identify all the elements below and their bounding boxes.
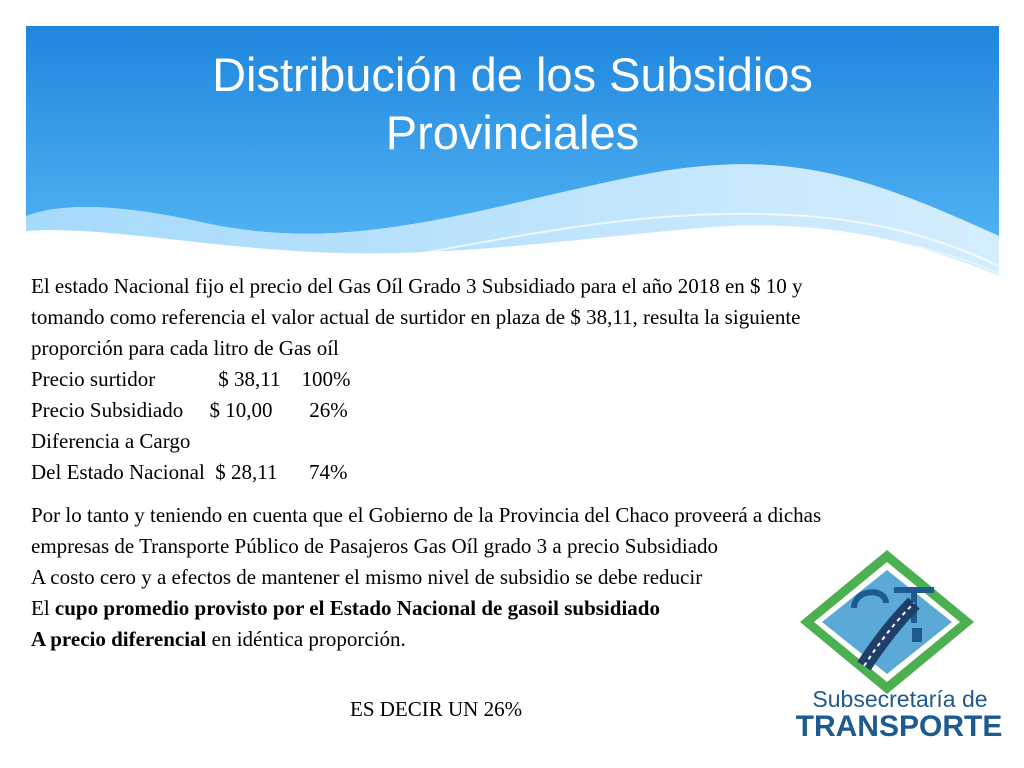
intro-line: proporción para cada litro de Gas oíl — [31, 336, 339, 360]
para2-line: A costo cero y a efectos de mantener el mismo nivel de subsidio se debe reducir — [31, 565, 703, 589]
slide-title — [26, 46, 999, 162]
para2-line-5-bold: A precio diferencial — [31, 627, 207, 651]
para2-line: Por lo tanto y teniendo en cuenta que el Gobierno de la Provincia del Chaco proveerá a dichas — [31, 503, 822, 527]
price-row-surtidor: Precio surtidor $ 38,11 100% — [31, 367, 351, 391]
para2-line-5-rest: en idéntica proporción. — [206, 627, 406, 651]
logo-subtitle: Subsecretaría de — [812, 686, 988, 712]
title-line-2: Provinciales — [385, 106, 640, 159]
intro-line: El estado Nacional fijo el precio del Gas Oíl Grado 3 Subsidiado para el año 2018 en $ 10 y — [31, 274, 803, 298]
price-row-estado-nacional: Del Estado Nacional $ 28,11 74% — [31, 460, 348, 484]
conclusion-text: ES DECIR UN 26% — [350, 697, 523, 721]
intro-line: tomando como referencia el valor actual de surtidor en plaza de $ 38,11, resulta la siguiente — [31, 305, 801, 329]
para2-line-4-prefix: El — [31, 596, 55, 620]
logo-title: TRANSPORTE — [795, 710, 1003, 743]
price-row-diferencia: Diferencia a Cargo — [31, 429, 191, 453]
title-line-1: Distribución de los Subsidios — [212, 48, 813, 101]
para2-line-4-bold: cupo promedio provisto por el Estado Nacional de gasoil subsidiado — [54, 596, 660, 620]
price-row-subsidiado: Precio Subsidiado $ 10,00 26% — [31, 398, 348, 422]
para2-line: empresas de Transporte Público de Pasajeros Gas Oíl grado 3 a precio Subsidiado — [31, 534, 719, 558]
